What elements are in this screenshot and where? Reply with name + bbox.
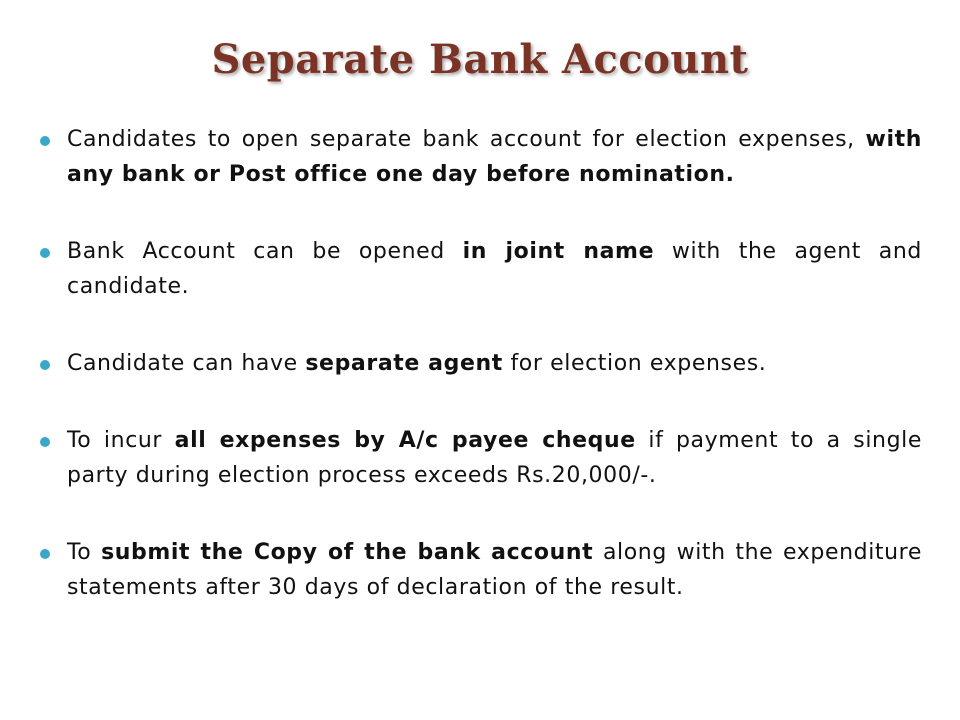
bullet-item — [38, 535, 922, 605]
bullet-text-bold: in joint name — [462, 239, 655, 264]
bullet-item — [38, 423, 922, 493]
bullet-text-part: for election expenses. — [502, 351, 767, 376]
bullet-list — [38, 122, 922, 647]
bullet-text-part: along with the expenditure statements after 30 days of declaration of the result. — [67, 540, 922, 600]
bullet-text-bold: separate agent — [305, 351, 503, 376]
bullet-dot-icon — [40, 437, 50, 447]
bullet-item — [38, 234, 922, 304]
bullet-dot-icon — [40, 248, 50, 258]
bullet-item — [38, 122, 922, 192]
bullet-dot-icon — [40, 549, 50, 559]
bullet-text-part: Bank Account can be opened — [67, 239, 463, 264]
slide-title: Separate Bank Account — [211, 36, 749, 83]
bullet-text-bold: with any bank or Post office one day before nomination. — [67, 127, 922, 187]
bullet-text-bold: submit the Copy of the bank account — [101, 540, 594, 565]
bullet-text-part: To — [67, 540, 102, 565]
bullet-text-part: with the agent and candidate. — [67, 239, 922, 299]
bullet-text-part: Candidates to open separate bank account for election expenses, — [67, 127, 866, 152]
bullet-dot-icon — [40, 136, 50, 146]
bullet-text-part: To incur — [67, 428, 175, 453]
bullet-text-part: if payment to a single party during election process exceeds Rs.20,000/-. — [67, 428, 922, 488]
bullet-dot-icon — [40, 360, 50, 370]
bullet-text-bold: all expenses by A/c payee cheque — [174, 428, 636, 453]
bullet-item — [38, 346, 922, 381]
bullet-text-part: Candidate can have — [67, 351, 306, 376]
